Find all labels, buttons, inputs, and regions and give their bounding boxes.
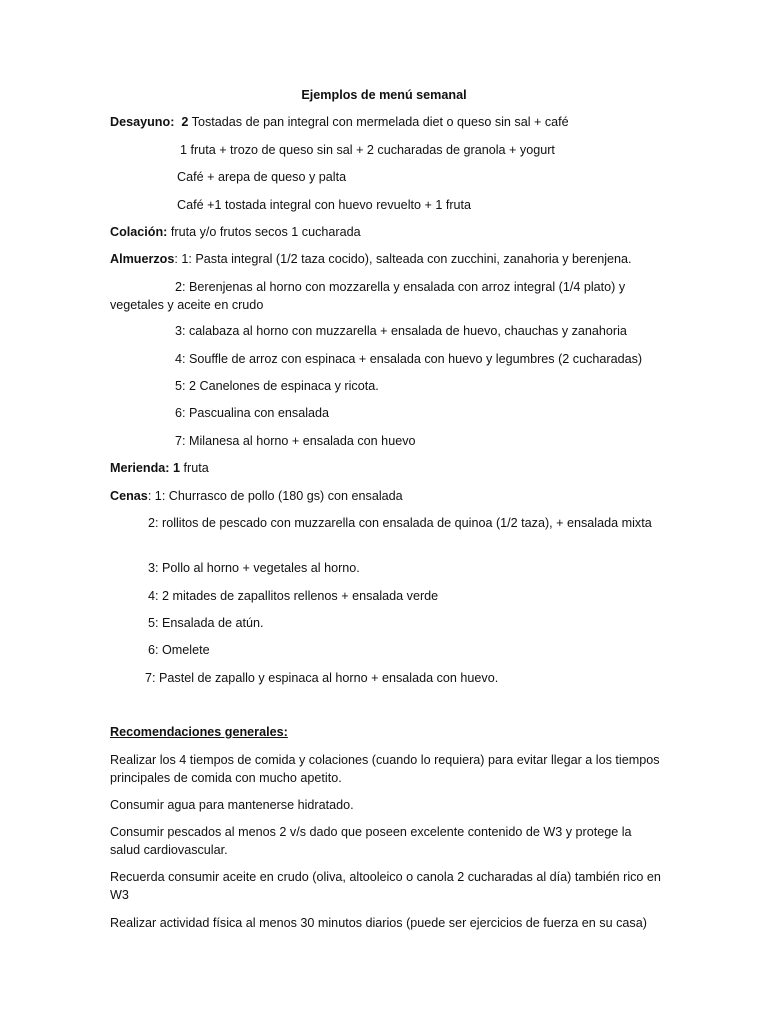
recomendacion-item: Recuerda consumir aceite en crudo (oliva, altooleico o canola 2 cucharadas al día) también rico en W3 [110,870,661,902]
cena-item: 5: Ensalada de atún. [148,616,264,630]
almuerzo-item: 6: Pascualina con ensalada [175,406,330,420]
recomendacion-item: Consumir pescados al menos 2 v/s dado que poseen excelente contenido de W3 y protege la salud cardiovascular. [110,825,632,857]
cenas-label: Cenas [110,489,148,503]
almuerzo-item: 4: Souffle de arroz con espinaca + ensalada con huevo y legumbres (2 cucharadas) [175,352,643,366]
desayuno-label: Desayuno: [110,115,175,129]
merienda-number: 1 [172,461,180,475]
recomendacion-item: Consumir agua para mantenerse hidratado. [110,798,354,812]
almuerzo-item: 2: Berenjenas al horno con mozzarella y ensalada con arroz integral (1/4 plato) y vegetales y aceite en crudo [110,280,626,312]
cena-item: 6: Omelete [148,643,210,657]
recomendaciones-heading: Recomendaciones generales: [110,725,288,739]
colacion-line [110,223,662,241]
cena-item: 7: Pastel de zapallo y espinaca al horno + ensalada con huevo. [145,671,499,685]
merienda-text: fruta [180,461,209,475]
cena-item: 4: 2 mitades de zapallitos rellenos + ensalada verde [148,589,439,603]
almuerzo-item: 5: 2 Canelones de espinaca y ricota. [175,379,379,393]
recomendacion-item: Realizar actividad física al menos 30 minutos diarios (puede ser ejercicios de fuerza en su casa) [110,916,647,930]
almuerzos-line [110,250,662,268]
desayuno-line [110,113,662,131]
almuerzo-item: 3: calabaza al horno con muzzarella + ensalada de huevo, chauchas y zanahoria [175,324,627,338]
cenas-line [110,487,662,505]
desayuno-text: Tostadas de pan integral con mermelada diet o queso sin sal + café [188,115,569,129]
desayuno-option: Café + arepa de queso y palta [177,170,347,184]
merienda-line [110,459,662,477]
almuerzo-item: 7: Milanesa al horno + ensalada con huevo [175,434,416,448]
colacion-text: fruta y/o frutos secos 1 cucharada [167,225,361,239]
desayuno-option: Café +1 tostada integral con huevo revuelto + 1 fruta [177,198,472,212]
almuerzos-label: Almuerzos [110,252,175,266]
cenas-first: : 1: Churrasco de pollo (180 gs) con ensalada [147,489,403,503]
desayuno-number: 2 [181,115,189,129]
cena-item: 3: Pollo al horno + vegetales al horno. [148,561,360,575]
desayuno-option: 1 fruta + trozo de queso sin sal + 2 cucharadas de granola + yogurt [180,143,555,157]
merienda-label: Merienda: [110,461,170,475]
document-title: Ejemplos de menú semanal [301,88,467,102]
recomendacion-item: Realizar los 4 tiempos de comida y colaciones (cuando lo requiera) para evitar llegar a los tiempos principales de comida con mucho apetito. [110,753,660,785]
almuerzos-first: : 1: Pasta integral (1/2 taza cocido), salteada con zucchini, zanahoria y berenjena. [174,252,632,266]
cena-item: 2: rollitos de pescado con muzzarella con ensalada de quinoa (1/2 taza), + ensalada mixta [148,516,652,530]
colacion-label: Colación: [110,225,168,239]
